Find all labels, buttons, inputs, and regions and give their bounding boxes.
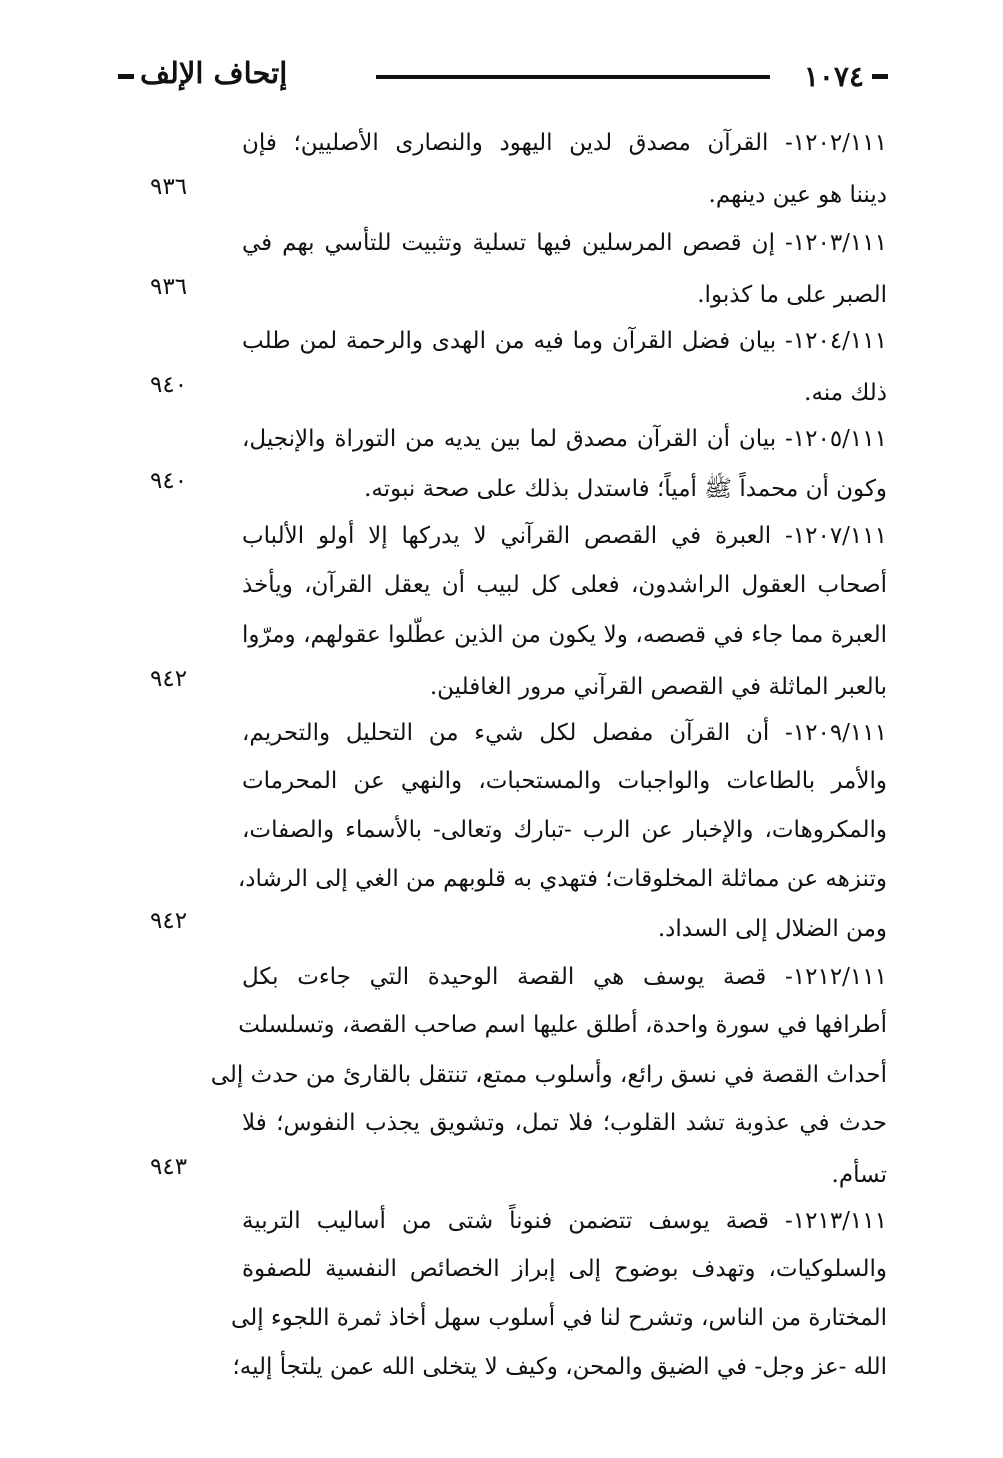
entry-page-ref: ٩٤٠ bbox=[150, 468, 188, 494]
entry-page-ref: ٩٣٦ bbox=[150, 274, 188, 300]
entry-line: ومن الضلال إلى السداد. bbox=[657, 916, 887, 942]
entry-line: العبرة مما جاء في قصصه، ولا يكون من الذين عطّلوا عقولهم، ومرّوا bbox=[242, 622, 887, 648]
entry-page-ref: ٩٤٣ bbox=[150, 1154, 188, 1180]
entry-line: أصحاب العقول الراشدون، فعلى كل لبيب أن يعقل القرآن، ويأخذ bbox=[242, 572, 887, 598]
entry-line: ١٢١٣/١١١- قصة يوسف تتضمن فنوناً شتى من أساليب التربية bbox=[242, 1208, 887, 1234]
entry-line: أطرافها في سورة واحدة، أطلق عليها اسم صاحب القصة، وتسلسلت bbox=[238, 1012, 887, 1038]
entry-page-ref: ٩٤٢ bbox=[150, 666, 188, 692]
entry-line: المختارة من الناس، وتشرح لنا في أسلوب سهل أخاذ ثمرة اللجوء إلى bbox=[231, 1305, 887, 1331]
entry-page-ref: ٩٤٢ bbox=[150, 908, 188, 934]
entry-page-ref: ٩٤٠ bbox=[150, 372, 188, 398]
entry-line: وكون أن محمداً ﷺ أمياً؛ فاستدل بذلك على صحة نبوته. bbox=[364, 476, 887, 502]
entry-line: الله -عز وجل- في الضيق والمحن، وكيف لا يتخلى الله عمن يلتجأ إليه؛ bbox=[232, 1354, 887, 1380]
entry-line: حدث في عذوبة تشد القلوب؛ فلا تمل، وتشويق يجذب النفوس؛ فلا bbox=[242, 1110, 887, 1136]
entry-line: ١٢٠٧/١١١- العبرة في القصص القرآني لا يدركها إلا أولو الألباب bbox=[242, 523, 887, 549]
entry-line: تسأم. bbox=[831, 1162, 887, 1188]
entry-line: والأمر بالطاعات والواجبات والمستحبات، والنهي عن المحرمات bbox=[242, 768, 887, 794]
entry-line: والمكروهات، والإخبار عن الرب -تبارك وتعالى- بالأسماء والصفات، bbox=[242, 817, 887, 843]
entry-line: ١٢٠٣/١١١- إن قصص المرسلين فيها تسلية وتثبيت للتأسي بهم في bbox=[242, 230, 887, 256]
entry-line: وتنزهه عن مماثلة المخلوقات؛ فتهدي به قلوبهم من الغي إلى الرشاد، bbox=[237, 866, 887, 892]
entry-line: الصبر على ما كذبوا. bbox=[697, 282, 887, 308]
entry-line: ١٢١٢/١١١- قصة يوسف هي القصة الوحيدة التي جاءت بكل bbox=[242, 964, 887, 990]
entry-line: أحداث القصة في نسق رائع، وأسلوب ممتع، تنتقل بالقارئ من حدث إلى bbox=[210, 1062, 887, 1088]
entry-line: ١٢٠٥/١١١- بيان أن القرآن مصدق لما بين يديه من التوراة والإنجيل، bbox=[242, 426, 887, 452]
running-title: إتحاف الإلف bbox=[140, 56, 288, 90]
entry-line: والسلوكيات، وتهدف بوضوح إلى إبراز الخصائص النفسية للصفوة bbox=[242, 1256, 887, 1282]
page-number: ١٠٧٤ bbox=[803, 60, 864, 93]
entry-line: ١٢٠٤/١١١- بيان فضل القرآن وما فيه من الهدى والرحمة لمن طلب bbox=[242, 328, 887, 354]
entry-line: ١٢٠٢/١١١- القرآن مصدق لدين اليهود والنصارى الأصليين؛ فإن bbox=[242, 130, 887, 156]
entry-line: ١٢٠٩/١١١- أن القرآن مفصل لكل شيء من التحليل والتحريم، bbox=[242, 720, 887, 746]
entry-line: بالعبر الماثلة في القصص القرآني مرور الغافلين. bbox=[429, 674, 887, 700]
entry-line: ديننا هو عين دينهم. bbox=[708, 182, 887, 208]
entry-page-ref: ٩٣٦ bbox=[150, 174, 188, 200]
entry-line: ذلك منه. bbox=[804, 380, 887, 406]
